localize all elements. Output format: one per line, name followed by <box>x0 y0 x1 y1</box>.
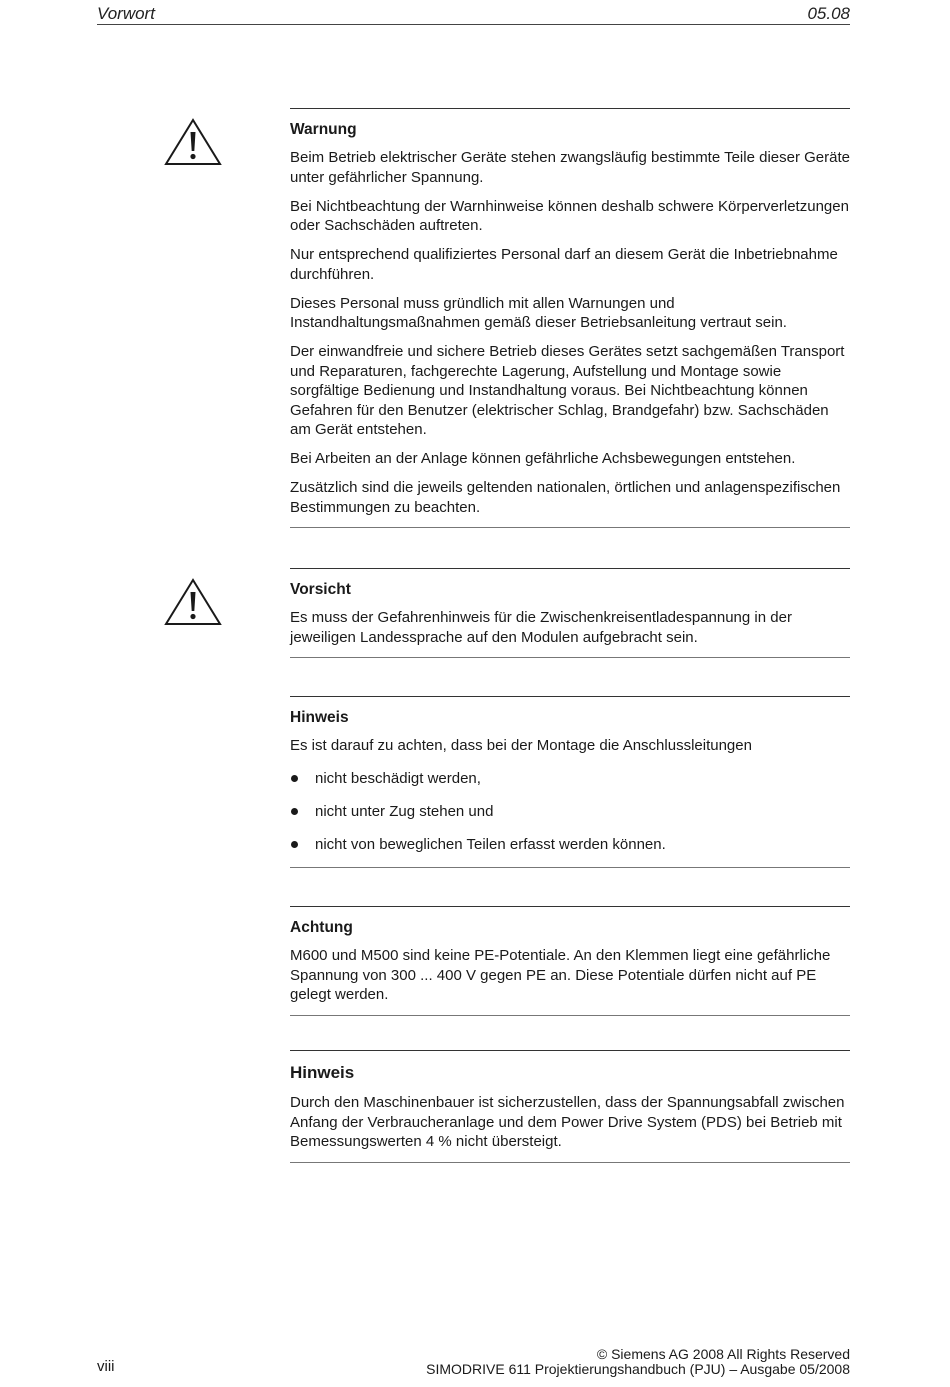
warnung-paragraph: Bei Nichtbeachtung der Warnhinweise können deshalb schwere Körperverletzungen oder Sachschäden auftreten. <box>290 197 849 234</box>
hinweis-title: Hinweis <box>290 1063 355 1082</box>
warnung-paragraph: Bei Arbeiten an der Anlage können gefährliche Achsbewegungen entstehen. <box>290 450 796 467</box>
hinweis-block <box>290 696 850 868</box>
list-item-text: nicht unter Zug stehen und <box>315 802 494 820</box>
vorsicht-paragraph: Es muss der Gefahrenhinweis für die Zwischenkreisentladespannung in der jeweiligen Landessprache auf den Modulen aufgebracht sein. <box>290 609 792 646</box>
list-item <box>290 835 850 855</box>
vorsicht-block <box>290 568 850 657</box>
warnung-paragraph: Nur entsprechend qualifiziertes Personal darf an diesem Gerät die Inbetriebnahme durchführen. <box>290 246 838 283</box>
bullet-icon <box>291 775 298 782</box>
warnung-paragraph: Dieses Personal muss gründlich mit allen Warnungen und Instandhaltungsmaßnahmen gemäß dieser Betriebsanleitung vertraut sein. <box>290 294 787 331</box>
list-item-text: nicht beschädigt werden, <box>315 769 481 787</box>
list-item-text: nicht von beweglichen Teilen erfasst werden können. <box>315 835 666 853</box>
achtung-paragraph: M600 und M500 sind keine PE-Potentiale. An den Klemmen liegt eine gefährliche Spannung von 300 ... 400 V gegen PE an. Diese Potentiale dürfen nicht auf PE gelegt werden. <box>290 947 831 1003</box>
hinweis-paragraph: Durch den Maschinenbauer ist sicherzustellen, dass der Spannungsabfall zwischen Anfang der Verbraucheranlage und dem Power Drive System (PDS) bei Betrieb mit Bemessungswerten 4 % nicht übersteigt. <box>290 1094 845 1150</box>
hinweis-title: Hinweis <box>290 709 349 726</box>
achtung-bottom-rule <box>290 1015 850 1016</box>
hinweis-block-2 <box>290 1050 850 1161</box>
hinweis-bullet-list <box>290 769 850 855</box>
vorsicht-bottom-rule <box>290 657 850 658</box>
warnung-bottom-rule <box>290 527 850 528</box>
header-divider <box>97 24 850 25</box>
warnung-paragraph: Zusätzlich sind die jeweils geltenden nationalen, örtlichen und anlagenspezifischen Bestimmungen zu beachten. <box>290 479 841 516</box>
list-item <box>290 769 850 789</box>
page-number: viii <box>97 1358 115 1375</box>
bullet-icon <box>291 808 298 815</box>
hinweis-intro: Es ist darauf zu achten, dass bei der Montage die Anschlussleitungen <box>290 737 752 754</box>
warnung-title: Warnung <box>290 121 357 138</box>
achtung-block <box>290 906 850 1014</box>
warnung-paragraph: Beim Betrieb elektrischer Geräte stehen zwangsläufig bestimmte Teile dieser Geräte unter gefährlicher Spannung. <box>290 149 850 186</box>
warning-triangle-icon <box>164 578 222 626</box>
list-item <box>290 802 850 822</box>
warnung-block <box>290 108 850 527</box>
footer-copyright: © Siemens AG 2008 All Rights Reserved <box>596 1346 850 1362</box>
footer-edition: SIMODRIVE 611 Projektierungshandbuch (PJU) – Ausgabe 05/2008 <box>426 1361 850 1377</box>
hinweis-2-bottom-rule <box>290 1162 850 1163</box>
header-section-title: Vorwort <box>97 4 155 23</box>
hinweis-bottom-rule <box>290 867 850 868</box>
vorsicht-title: Vorsicht <box>290 581 351 598</box>
warning-triangle-icon <box>164 118 222 166</box>
header-date: 05.08 <box>807 4 850 23</box>
achtung-title: Achtung <box>290 919 353 936</box>
warnung-paragraph: Der einwandfreie und sichere Betrieb dieses Gerätes setzt sachgemäßen Transport und Reparaturen, fachgerechte Lagerung, Aufstellung und Montage sowie sorgfältige Bedienung und Instandhaltung voraus. Bei Nichtbeachtung können Gefahren für den Benutzer (elektrischer Schlag, Brandgefahr) bzw. Sachschäden am Gerät entstehen. <box>290 343 845 438</box>
bullet-icon <box>291 841 298 848</box>
